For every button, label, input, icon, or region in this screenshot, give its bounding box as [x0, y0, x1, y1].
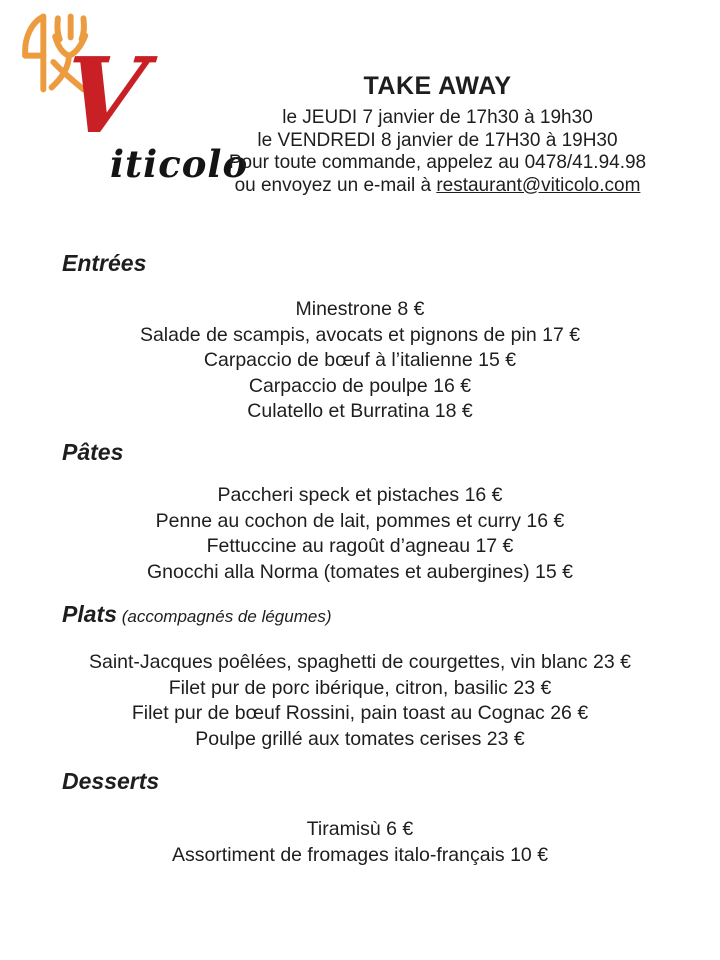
header	[155, 72, 720, 197]
section-items-pates	[0, 483, 720, 585]
email-line-prefix: ou envoyez un e-mail à	[234, 174, 437, 196]
menu-item: Paccheri speck et pistaches 16 €	[217, 484, 503, 506]
menu-item: Filet pur de porc ibérique, citron, basilic 23 €	[168, 676, 552, 699]
logo-wordmark: iticolo	[110, 142, 249, 186]
section-heading-desserts	[62, 768, 159, 795]
section-items-plats	[0, 650, 720, 752]
menu-item: Tiramisù 6 €	[306, 818, 414, 840]
schedule-line-thursday: le JEUDI 7 janvier de 17h30 à 19h30	[282, 107, 593, 128]
section-title: Plats	[62, 601, 117, 627]
section-subtitle: (accompagnés de légumes)	[116, 607, 332, 626]
section-items-desserts	[0, 817, 720, 868]
menu-item: Salade de scampis, avocats et pignons de pin 17 €	[139, 323, 581, 346]
menu-item: Carpaccio de poulpe 16 €	[248, 374, 472, 397]
page-title: TAKE AWAY	[363, 72, 512, 100]
menu-item: Gnocchi alla Norma (tomates et aubergines) 15 €	[147, 560, 573, 583]
section-title: Pâtes	[62, 439, 124, 465]
menu-item: Filet pur de bœuf Rossini, pain toast au Cognac 26 €	[131, 702, 589, 724]
section-heading-entrees	[62, 250, 146, 277]
section-items-entrees	[0, 297, 720, 425]
menu-item: Fettuccine au ragoût d’agneau 17 €	[206, 535, 514, 557]
menu-item: Poulpe grillé aux tomates cerises 23 €	[195, 727, 525, 750]
section-title: Desserts	[62, 768, 160, 794]
phone-line: Pour toute commande, appelez au 0478/41.94.98	[228, 152, 647, 173]
email-line	[155, 175, 720, 198]
section-title: Entrées	[62, 250, 147, 276]
menu-item: Carpaccio de bœuf à l’italienne 15 €	[203, 349, 517, 371]
menu-item: Saint-Jacques poêlées, spaghetti de courgettes, vin blanc 23 €	[88, 651, 632, 673]
schedule-line-friday: le VENDREDI 8 janvier de 17H30 à 19H30	[257, 129, 618, 151]
menu-item: Assortiment de fromages italo-français 10 €	[171, 843, 549, 866]
menu-item: Minestrone 8 €	[295, 298, 425, 320]
section-heading-plats	[62, 601, 332, 628]
logo-letter-v: V	[57, 34, 152, 157]
email-link[interactable]: restaurant@viticolo.com	[436, 174, 641, 196]
menu-item: Penne au cochon de lait, pommes et curry 16 €	[155, 509, 565, 532]
menu-item: Culatello et Burratina 18 €	[247, 400, 473, 422]
section-heading-pates	[62, 439, 123, 466]
